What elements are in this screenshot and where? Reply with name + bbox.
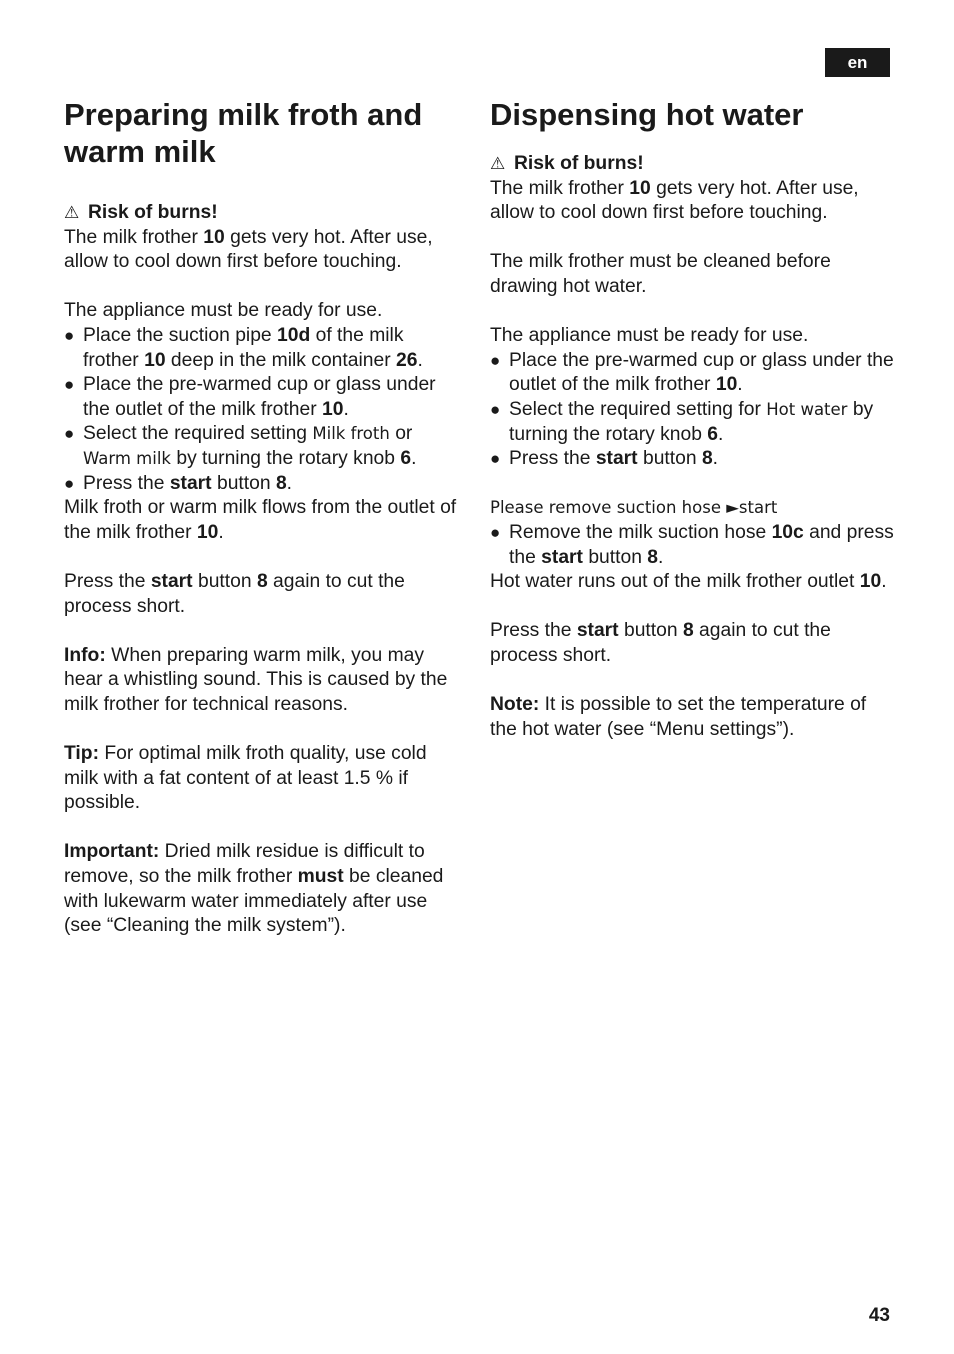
list-item: ● Press the start button 8. <box>490 447 895 472</box>
list-item: ● Place the pre-warmed cup or glass under the outlet of the milk frother 10. <box>490 349 894 396</box>
bullet-icon: ● <box>490 449 501 469</box>
section-title: Preparing milk froth and warm milk <box>64 97 423 169</box>
steps-list <box>490 349 895 472</box>
warning-text: The milk frother 10 gets very hot. After use, allow to cool down first before touching. <box>490 177 859 224</box>
list-item: ● Remove the milk suction hose 10c and press the start button 8. <box>490 521 894 568</box>
cut-short-text: Press the start button 8 again to cut the process short. <box>490 620 831 666</box>
display-message: Please remove suction hose ►start <box>490 498 778 518</box>
warning-triangle-icon: ⚠ <box>64 203 80 222</box>
list-item: ● Select the required setting Milk froth or Warm milk by turning the rotary knob 6. <box>64 423 417 469</box>
ready-text: The appliance must be ready for use. <box>64 300 383 322</box>
bullet-icon: ● <box>490 350 501 370</box>
info-text: Info: When preparing warm milk, you may hear a whistling sound. This is caused by the milk frother for technical reasons. <box>64 644 448 715</box>
cleaned-text: The milk frother must be cleaned before drawing hot water. <box>490 251 831 297</box>
language-badge: en <box>825 48 890 77</box>
flows-text: Milk froth or warm milk flows from the outlet of the milk frother 10. <box>64 497 457 543</box>
important-text: Important: Dried milk residue is difficult to remove, so the milk frother must be cleaned with lukewarm water immediately after use (see “Cleaning the milk system”). <box>64 841 444 937</box>
steps-list <box>490 521 895 570</box>
warning-heading: ⚠ Risk of burns! <box>490 152 895 177</box>
cut-short-text: Press the start button 8 again to cut the process short. <box>64 570 405 617</box>
bullet-icon: ● <box>64 375 75 395</box>
display-text: Milk froth <box>312 424 390 444</box>
bullet-icon: ● <box>64 473 75 493</box>
display-text: Hot water <box>766 399 848 419</box>
bullet-icon: ● <box>64 424 75 444</box>
steps-list <box>64 324 464 496</box>
tip-text: Tip: For optimal milk froth quality, use cold milk with a fat content of at least 1.5 % if possible. <box>64 743 427 814</box>
section-hot-water <box>490 96 895 742</box>
ready-text: The appliance must be ready for use. <box>490 325 809 347</box>
page-number: 43 <box>868 1305 890 1326</box>
bullet-icon: ● <box>490 399 501 419</box>
list-item: ● Select the required setting for Hot water by turning the rotary knob 6. <box>490 398 874 445</box>
warning-text: The milk frother 10 gets very hot. After use, allow to cool down first before touching. <box>64 226 433 273</box>
list-item: ● Place the pre-warmed cup or glass under the outlet of the milk frother 10. <box>64 374 436 420</box>
note-text: Note: It is possible to set the temperature of the hot water (see “Menu settings”). <box>490 694 867 740</box>
warning-triangle-icon: ⚠ <box>490 154 506 173</box>
bullet-icon: ● <box>64 325 75 345</box>
list-item: ● Press the start button 8. <box>64 472 464 497</box>
section-milk-froth <box>64 96 464 939</box>
runs-out-text: Hot water runs out of the milk frother outlet 10. <box>490 571 887 593</box>
display-text: Warm milk <box>83 448 171 468</box>
warning-heading: ⚠ Risk of burns! <box>64 201 464 226</box>
bullet-icon: ● <box>490 522 501 542</box>
section-title: Dispensing hot water <box>490 97 804 132</box>
list-item: ● Place the suction pipe 10d of the milk frother 10 deep in the milk container 26. <box>64 324 423 371</box>
